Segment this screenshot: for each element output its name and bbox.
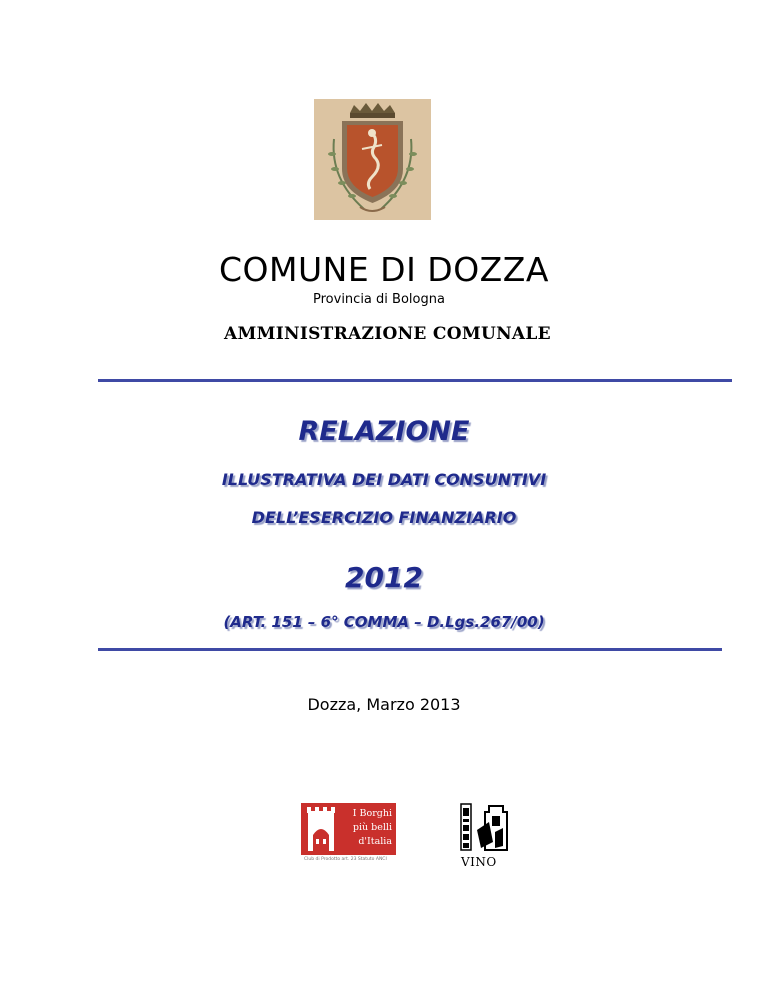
borghi-logo-text: [353, 807, 392, 849]
report-title: RELAZIONE: [298, 416, 470, 447]
administration-label: AMMINISTRAZIONE COMUNALE: [224, 324, 551, 344]
borghi-piu-belli-logo: [301, 803, 397, 865]
borghi-caption: Club di Prodotto art. 23 Statuto ANCI: [304, 857, 387, 862]
borghi-line3: d'Italia: [358, 836, 392, 847]
report-subtitle-line2: DELL’ESERCIZIO FINANZIARIO: [251, 508, 517, 527]
legal-reference: (ART. 151 – 6° COMMA – D.Lgs.267/00): [223, 613, 545, 631]
vino-wordmark: VINO: [461, 855, 497, 869]
coat-of-arms-icon: [314, 99, 431, 220]
place-date: Dozza, Marzo 2013: [307, 695, 461, 714]
municipality-title: [0, 250, 768, 289]
citta-del-vino-icon: [459, 802, 519, 854]
municipality-title-text: COMUNE DI DOZZA: [219, 250, 549, 289]
report-subtitle-line1: ILLUSTRATIVA DEI DATI CONSUNTIVI: [221, 470, 547, 489]
citta-del-vino-logo: [459, 802, 519, 868]
tower-icon: [303, 803, 343, 855]
borghi-logo-box: [301, 803, 396, 855]
divider-bottom: [98, 648, 722, 651]
borghi-line2: più belli: [352, 822, 392, 833]
report-year: 2012: [345, 561, 423, 594]
borghi-line1: I Borghi: [352, 808, 392, 819]
divider-top: [98, 379, 732, 382]
province-subtitle: Provincia di Bologna: [313, 292, 445, 307]
coat-of-arms: [314, 99, 431, 220]
